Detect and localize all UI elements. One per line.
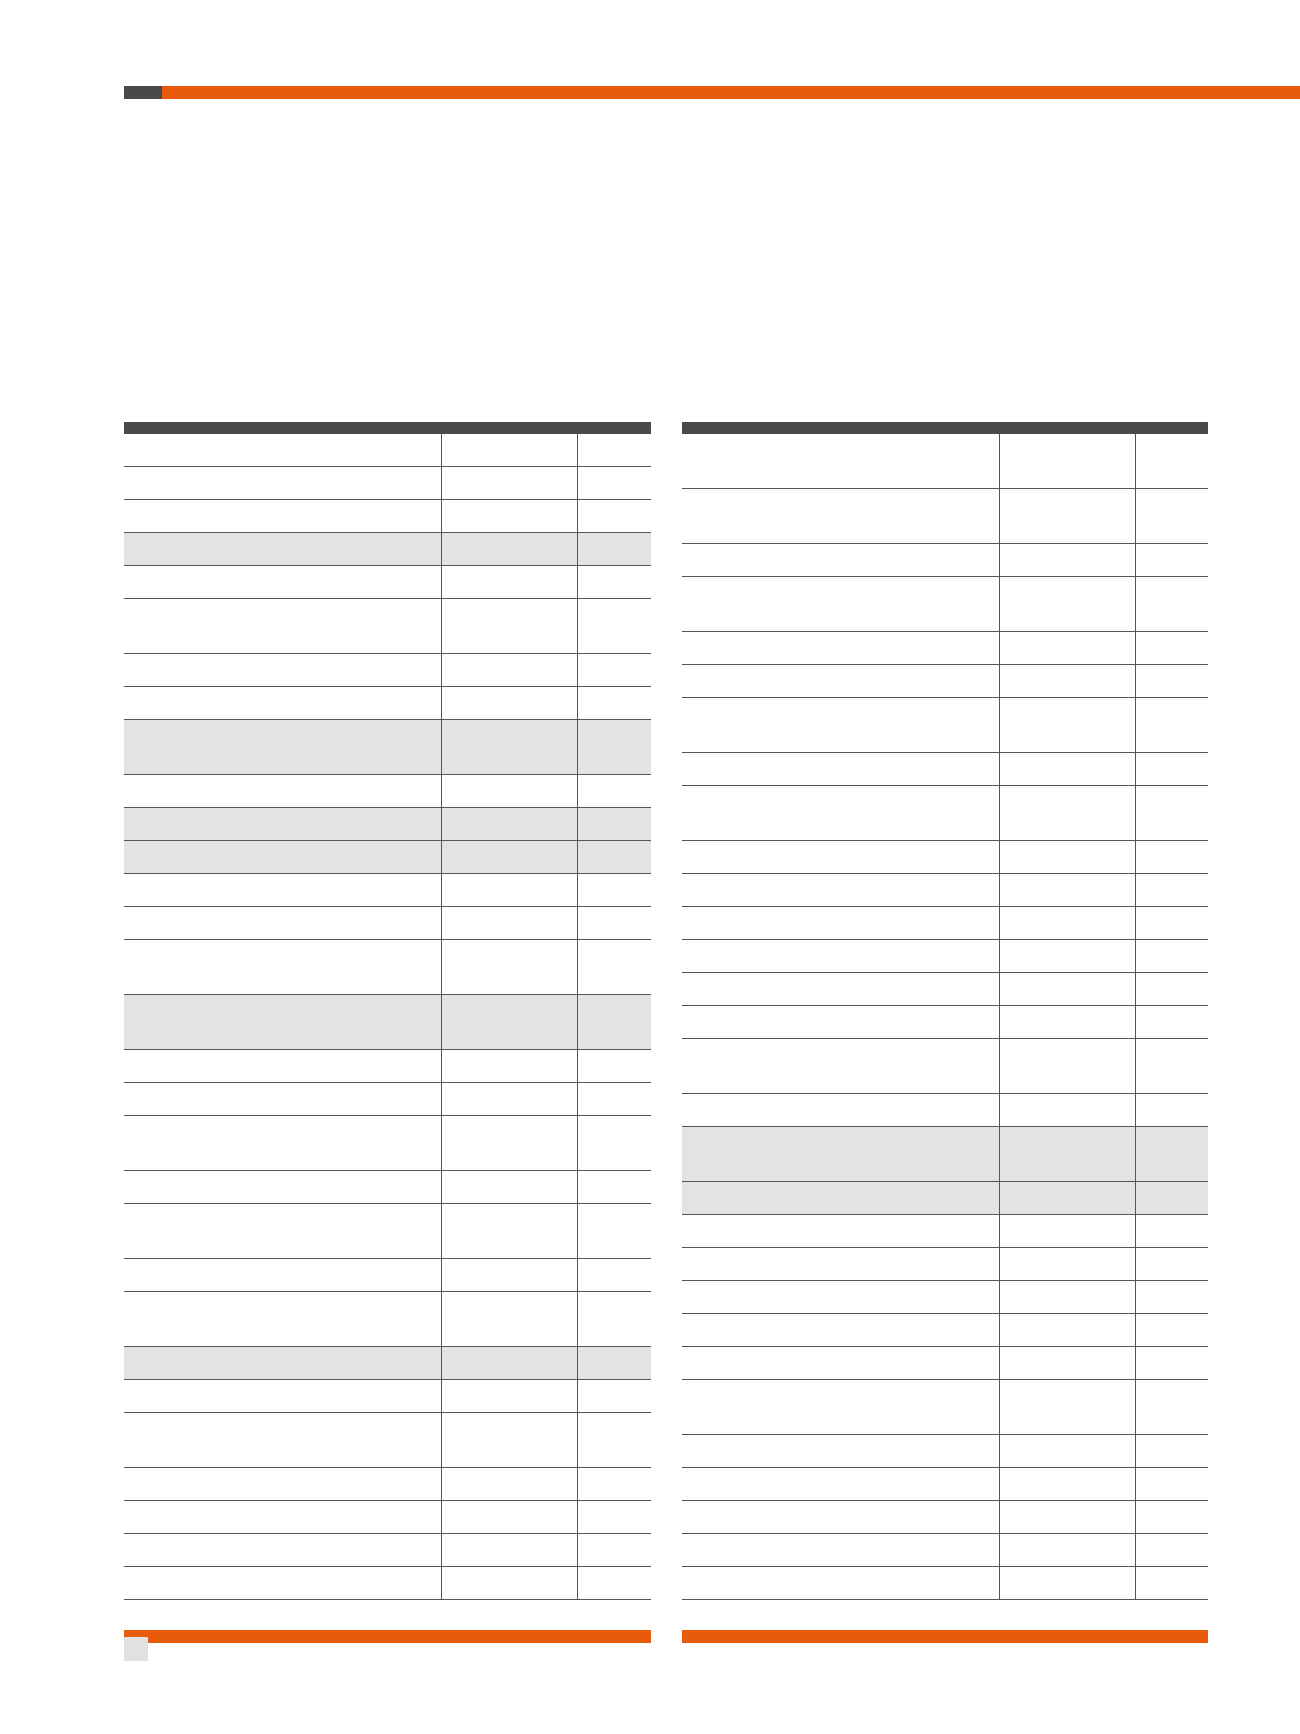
table-cell-col2 [999, 1567, 1135, 1599]
header-dark-block [124, 86, 162, 99]
table-cell-col1 [682, 434, 999, 488]
table-cell-col2 [999, 753, 1135, 785]
table-cell-col3 [1135, 544, 1208, 576]
table-cell-col1 [682, 753, 999, 785]
table-cell-col1 [682, 1182, 999, 1214]
table-cell-col3 [577, 434, 651, 466]
table-cell-col1 [682, 907, 999, 939]
table-cell-col2 [441, 1083, 577, 1115]
table-cell-col3 [577, 907, 651, 939]
table-cell-col3 [577, 1468, 651, 1500]
table-cell-col3 [577, 1567, 651, 1599]
right-table-header [682, 422, 1208, 434]
table-row [682, 544, 1208, 577]
table-cell-col2 [999, 489, 1135, 543]
table-cell-col3 [1135, 698, 1208, 752]
table-cell-col2 [441, 1116, 577, 1170]
table-cell-col3 [1135, 1182, 1208, 1214]
table-row [124, 808, 651, 841]
table-cell-col1 [124, 1413, 441, 1467]
table-cell-col3 [1135, 841, 1208, 873]
table-cell-col3 [1135, 1215, 1208, 1247]
table-cell-col3 [577, 874, 651, 906]
table-cell-col3 [1135, 1314, 1208, 1346]
table-cell-col3 [1135, 665, 1208, 697]
table-row [124, 1567, 651, 1600]
table-cell-col2 [999, 1468, 1135, 1500]
table-row [124, 1501, 651, 1534]
table-row [682, 632, 1208, 665]
table-cell-col3 [1135, 1567, 1208, 1599]
table-row [682, 907, 1208, 940]
table-cell-col1 [682, 1380, 999, 1434]
table-cell-col1 [682, 544, 999, 576]
table-cell-col2 [441, 434, 577, 466]
table-cell-col2 [999, 1127, 1135, 1181]
table-cell-col1 [124, 940, 441, 994]
table-cell-col2 [441, 654, 577, 686]
table-cell-col1 [124, 1259, 441, 1291]
table-cell-col3 [577, 654, 651, 686]
page-number-box [124, 1637, 148, 1661]
table-row [124, 841, 651, 874]
table-row [682, 1468, 1208, 1501]
table-cell-col1 [124, 533, 441, 565]
table-row [682, 1380, 1208, 1435]
table-cell-col3 [1135, 632, 1208, 664]
table-cell-col2 [999, 1039, 1135, 1093]
table-cell-col3 [577, 1413, 651, 1467]
table-cell-col1 [124, 775, 441, 807]
table-row [682, 1215, 1208, 1248]
table-cell-col2 [999, 841, 1135, 873]
table-cell-col2 [999, 632, 1135, 664]
table-cell-col1 [124, 995, 441, 1049]
table-row [682, 753, 1208, 786]
table-cell-col3 [577, 841, 651, 873]
table-cell-col2 [999, 1347, 1135, 1379]
table-row [124, 907, 651, 940]
table-row [682, 1347, 1208, 1380]
table-cell-col3 [577, 808, 651, 840]
table-cell-col1 [682, 1248, 999, 1280]
table-row [682, 577, 1208, 632]
table-cell-col2 [441, 500, 577, 532]
table-cell-col2 [999, 1380, 1135, 1434]
table-cell-col3 [1135, 907, 1208, 939]
table-cell-col3 [577, 1501, 651, 1533]
table-row [124, 1083, 651, 1116]
table-cell-col2 [441, 467, 577, 499]
table-cell-col3 [1135, 1006, 1208, 1038]
table-cell-col3 [1135, 1501, 1208, 1533]
table-cell-col1 [682, 1281, 999, 1313]
table-cell-col1 [682, 786, 999, 840]
table-row [682, 940, 1208, 973]
table-cell-col2 [999, 1534, 1135, 1566]
table-cell-col2 [999, 544, 1135, 576]
table-cell-col2 [999, 973, 1135, 1005]
table-row [124, 720, 651, 775]
table-cell-col3 [1135, 434, 1208, 488]
table-row [124, 1347, 651, 1380]
table-cell-col2 [441, 1380, 577, 1412]
table-cell-col1 [124, 1292, 441, 1346]
table-cell-col1 [682, 577, 999, 631]
table-cell-col1 [682, 1094, 999, 1126]
table-cell-col3 [1135, 1039, 1208, 1093]
table-cell-col3 [1135, 973, 1208, 1005]
table-cell-col1 [124, 687, 441, 719]
table-cell-col1 [124, 566, 441, 598]
table-cell-col3 [577, 1083, 651, 1115]
table-cell-col3 [577, 500, 651, 532]
table-cell-col1 [124, 1534, 441, 1566]
table-cell-col3 [577, 1050, 651, 1082]
table-cell-col1 [124, 1347, 441, 1379]
table-cell-col1 [682, 665, 999, 697]
table-cell-col3 [577, 467, 651, 499]
table-cell-col2 [441, 841, 577, 873]
table-row [682, 489, 1208, 544]
table-cell-col3 [1135, 1468, 1208, 1500]
table-row [682, 1281, 1208, 1314]
table-row [682, 1501, 1208, 1534]
table-row [124, 874, 651, 907]
table-cell-col1 [682, 1006, 999, 1038]
right-table [682, 422, 1208, 1643]
table-cell-col1 [682, 1215, 999, 1247]
table-cell-col3 [1135, 1534, 1208, 1566]
table-row [682, 1314, 1208, 1347]
table-cell-col1 [124, 907, 441, 939]
table-cell-col2 [441, 1567, 577, 1599]
table-cell-col1 [682, 841, 999, 873]
table-cell-col1 [124, 841, 441, 873]
table-cell-col2 [999, 698, 1135, 752]
table-cell-col1 [682, 1435, 999, 1467]
table-row [124, 995, 651, 1050]
table-cell-col3 [577, 1259, 651, 1291]
table-cell-col1 [124, 467, 441, 499]
table-cell-col3 [577, 566, 651, 598]
table-cell-col2 [441, 533, 577, 565]
table-cell-col1 [682, 632, 999, 664]
table-cell-col1 [124, 720, 441, 774]
left-table-footer-bar [124, 1630, 651, 1643]
table-cell-col1 [682, 1127, 999, 1181]
table-cell-col1 [682, 698, 999, 752]
left-table [124, 422, 651, 1643]
table-cell-col2 [999, 1215, 1135, 1247]
table-cell-col2 [999, 1094, 1135, 1126]
table-cell-col2 [441, 1050, 577, 1082]
table-cell-col1 [124, 1083, 441, 1115]
table-cell-col2 [441, 940, 577, 994]
table-cell-col3 [1135, 786, 1208, 840]
table-cell-col1 [682, 874, 999, 906]
right-table-footer-bar [682, 1630, 1208, 1643]
table-cell-col1 [124, 1171, 441, 1203]
table-cell-col2 [999, 940, 1135, 972]
table-cell-col1 [682, 973, 999, 1005]
table-cell-col2 [441, 907, 577, 939]
table-row [124, 1204, 651, 1259]
table-cell-col2 [441, 687, 577, 719]
table-cell-col3 [577, 995, 651, 1049]
table-cell-col3 [1135, 1127, 1208, 1181]
table-cell-col2 [999, 434, 1135, 488]
table-cell-col1 [682, 489, 999, 543]
table-cell-col2 [441, 874, 577, 906]
table-cell-col2 [441, 775, 577, 807]
table-cell-col1 [124, 1468, 441, 1500]
table-cell-col1 [124, 808, 441, 840]
table-cell-col2 [441, 995, 577, 1049]
table-cell-col2 [999, 907, 1135, 939]
table-row [124, 940, 651, 995]
table-cell-col1 [124, 500, 441, 532]
table-cell-col2 [441, 1468, 577, 1500]
table-cell-col2 [441, 1501, 577, 1533]
table-cell-col1 [682, 1468, 999, 1500]
table-row [682, 874, 1208, 907]
table-cell-col3 [577, 599, 651, 653]
table-row [124, 1259, 651, 1292]
header-accent-bar [124, 86, 1300, 99]
table-cell-col2 [999, 665, 1135, 697]
table-row [124, 1171, 651, 1204]
table-cell-col2 [999, 1435, 1135, 1467]
table-row [682, 1006, 1208, 1039]
table-cell-col3 [577, 687, 651, 719]
table-cell-col1 [682, 1039, 999, 1093]
table-cell-col1 [124, 1050, 441, 1082]
table-row [124, 533, 651, 566]
table-cell-col2 [999, 1314, 1135, 1346]
table-cell-col1 [124, 434, 441, 466]
table-row [682, 841, 1208, 874]
table-cell-col2 [999, 1281, 1135, 1313]
table-row [124, 467, 651, 500]
table-cell-col1 [124, 599, 441, 653]
table-cell-col3 [577, 1380, 651, 1412]
table-cell-col2 [441, 1204, 577, 1258]
table-cell-col2 [441, 1171, 577, 1203]
table-cell-col2 [999, 1248, 1135, 1280]
table-cell-col1 [682, 940, 999, 972]
table-cell-col2 [999, 874, 1135, 906]
table-cell-col1 [682, 1314, 999, 1346]
table-cell-col3 [1135, 1435, 1208, 1467]
table-cell-col1 [682, 1347, 999, 1379]
table-row [682, 1534, 1208, 1567]
table-cell-col3 [577, 940, 651, 994]
table-row [124, 1116, 651, 1171]
table-row [682, 698, 1208, 753]
table-cell-col2 [441, 1292, 577, 1346]
table-cell-col2 [999, 577, 1135, 631]
table-cell-col3 [577, 1534, 651, 1566]
table-row [124, 687, 651, 720]
table-row [124, 1534, 651, 1567]
table-row [124, 1292, 651, 1347]
table-row [124, 566, 651, 599]
table-row [124, 1380, 651, 1413]
table-cell-col1 [124, 874, 441, 906]
table-row [682, 1567, 1208, 1600]
table-cell-col3 [577, 1292, 651, 1346]
table-row [682, 1248, 1208, 1281]
table-cell-col2 [441, 1259, 577, 1291]
table-row [124, 1468, 651, 1501]
table-cell-col2 [441, 808, 577, 840]
table-cell-col3 [1135, 940, 1208, 972]
table-cell-col1 [682, 1501, 999, 1533]
table-cell-col2 [441, 1534, 577, 1566]
table-cell-col1 [124, 1501, 441, 1533]
table-cell-col1 [124, 1380, 441, 1412]
table-row [682, 1182, 1208, 1215]
table-cell-col2 [999, 1501, 1135, 1533]
table-cell-col2 [441, 566, 577, 598]
table-cell-col3 [1135, 577, 1208, 631]
table-cell-col3 [1135, 1281, 1208, 1313]
table-cell-col1 [124, 1567, 441, 1599]
table-cell-col3 [577, 1171, 651, 1203]
table-cell-col3 [1135, 1248, 1208, 1280]
table-row [124, 775, 651, 808]
right-table-body [682, 434, 1208, 1600]
table-cell-col3 [577, 533, 651, 565]
table-cell-col3 [577, 1116, 651, 1170]
table-row [682, 1039, 1208, 1094]
table-cell-col3 [577, 720, 651, 774]
table-row [124, 1050, 651, 1083]
table-cell-col2 [999, 1182, 1135, 1214]
table-row [124, 500, 651, 533]
table-row [682, 973, 1208, 1006]
table-cell-col3 [1135, 1094, 1208, 1126]
table-cell-col1 [124, 1204, 441, 1258]
table-row [682, 1435, 1208, 1468]
table-row [124, 654, 651, 687]
table-row [682, 434, 1208, 489]
table-cell-col3 [1135, 874, 1208, 906]
table-cell-col1 [682, 1534, 999, 1566]
table-row [682, 1094, 1208, 1127]
table-cell-col3 [577, 775, 651, 807]
table-cell-col1 [682, 1567, 999, 1599]
table-cell-col3 [1135, 1380, 1208, 1434]
table-row [682, 1127, 1208, 1182]
table-row [682, 786, 1208, 841]
table-cell-col2 [441, 599, 577, 653]
table-cell-col2 [999, 1006, 1135, 1038]
table-row [124, 599, 651, 654]
table-cell-col3 [1135, 489, 1208, 543]
table-cell-col3 [577, 1204, 651, 1258]
table-cell-col1 [124, 654, 441, 686]
table-row [682, 665, 1208, 698]
left-table-body [124, 434, 651, 1600]
table-cell-col3 [1135, 1347, 1208, 1379]
table-cell-col3 [577, 1347, 651, 1379]
table-row [124, 434, 651, 467]
table-cell-col2 [441, 720, 577, 774]
table-cell-col3 [1135, 753, 1208, 785]
table-cell-col2 [441, 1347, 577, 1379]
table-cell-col1 [124, 1116, 441, 1170]
left-table-header [124, 422, 651, 434]
table-cell-col2 [999, 786, 1135, 840]
table-row [124, 1413, 651, 1468]
table-cell-col2 [441, 1413, 577, 1467]
